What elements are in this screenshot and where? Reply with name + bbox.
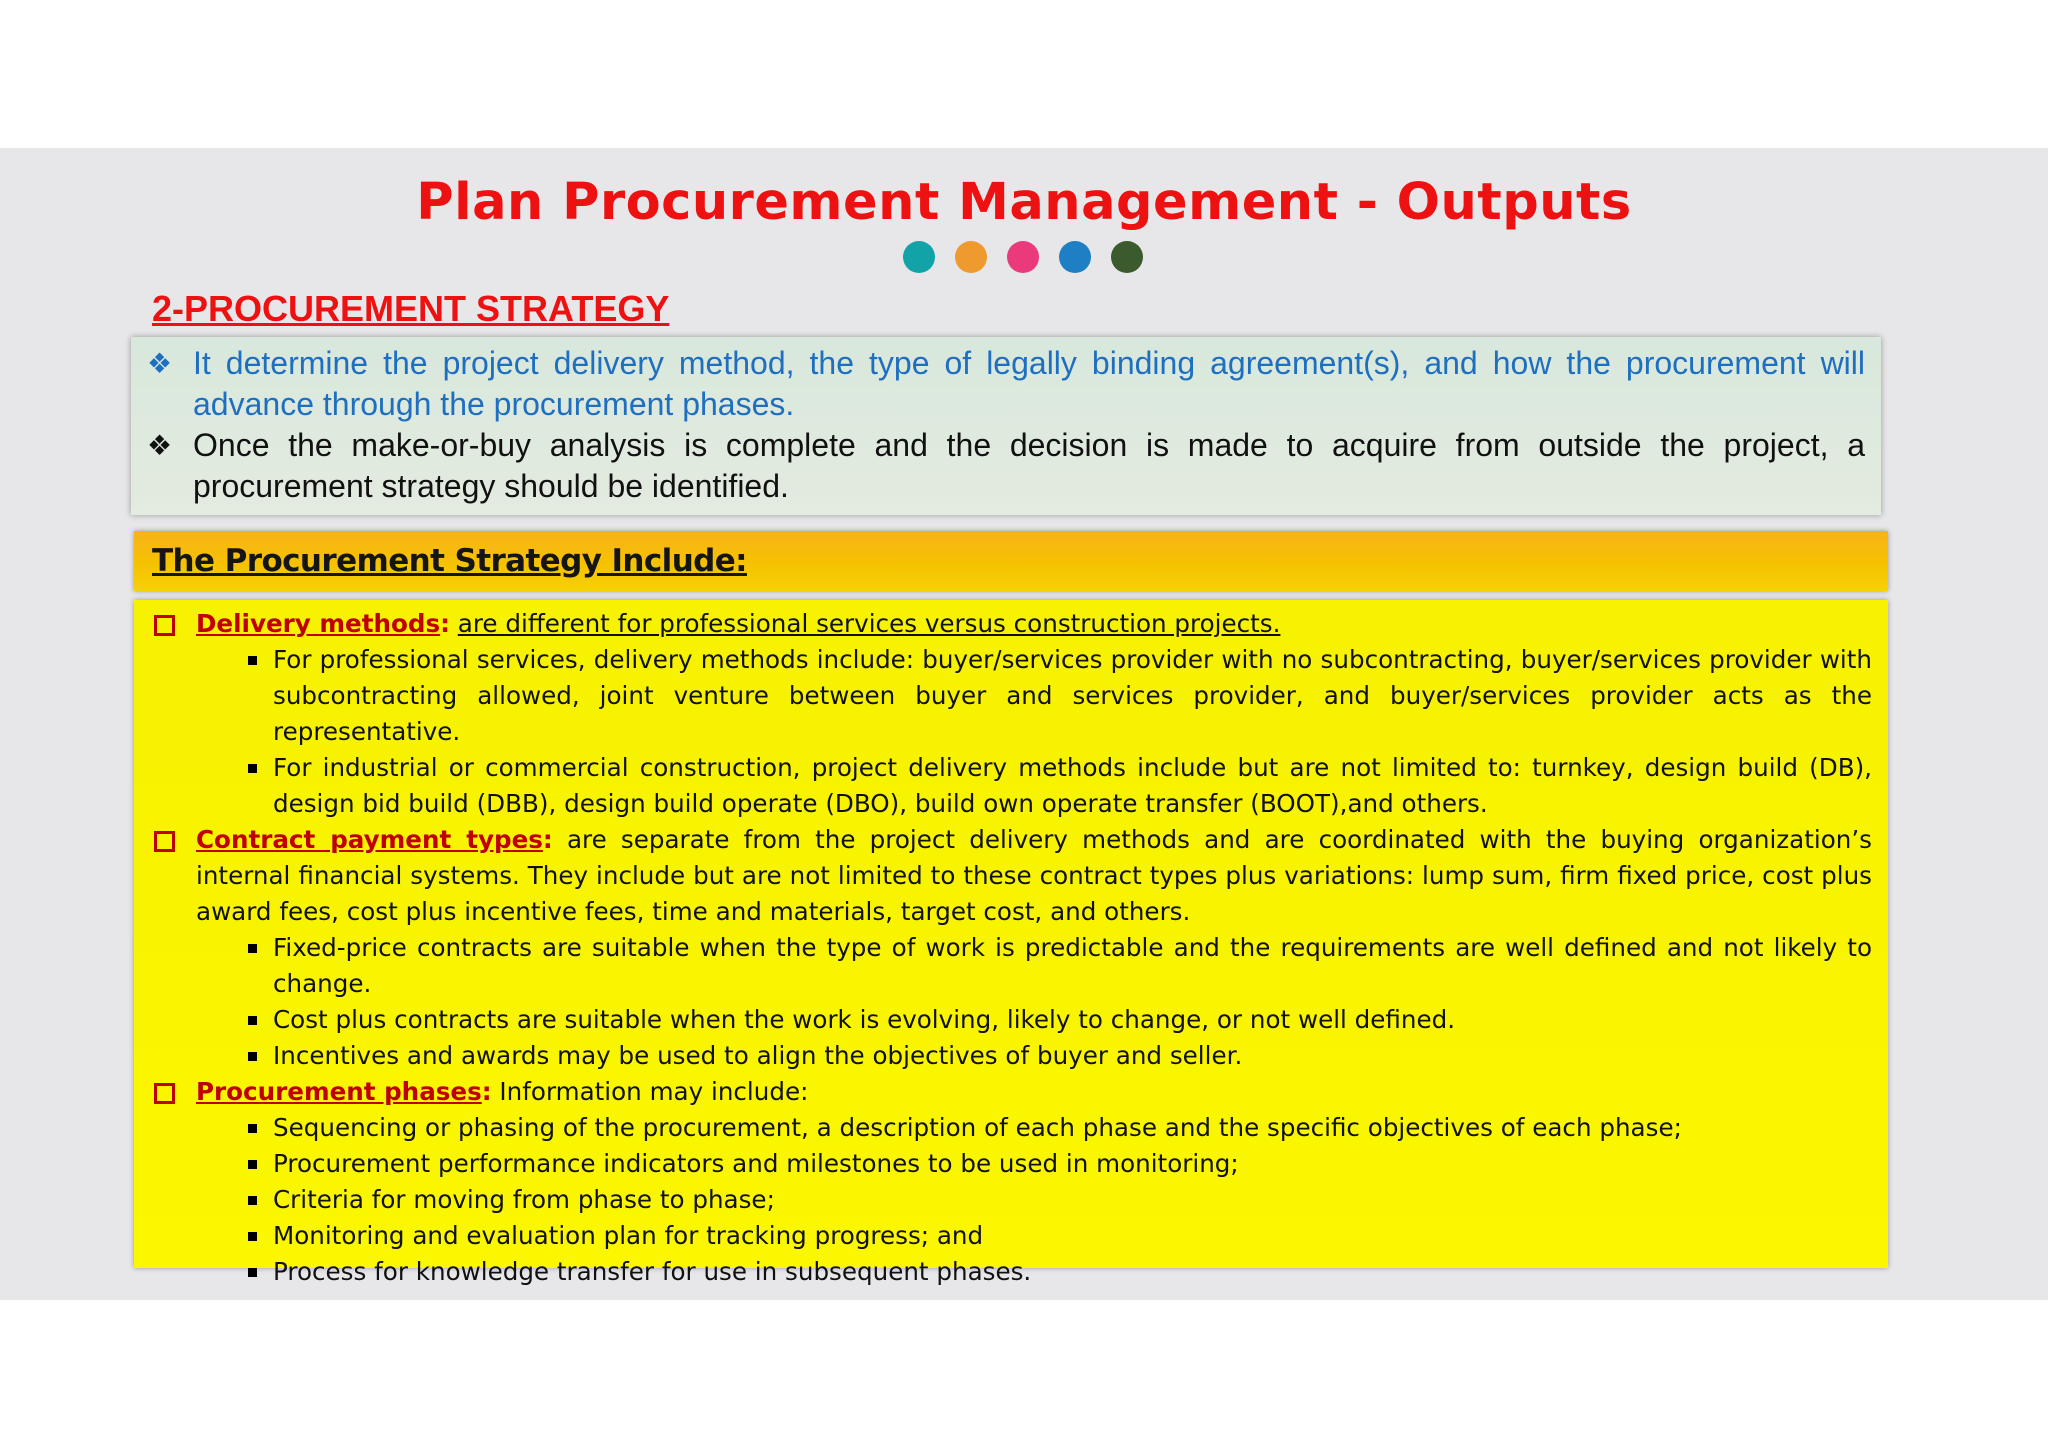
sub-item-text: Process for knowledge transfer for use in subsequent phases. <box>273 1257 1032 1286</box>
banner-title: The Procurement Strategy Include: <box>152 543 747 579</box>
intro-point-2-text: Once the make-or-buy analysis is complete and the decision is made to acquire from outside the project, a procurement strategy should be identified. <box>193 427 1865 504</box>
intro-box <box>131 337 1881 515</box>
contract-payment-types-desc: are separate from the project delivery methods and are coordinated with the buying organization’s internal financial systems. They include but are not limited to these contract types plus variations: lump sum, firm fixed price, cost plus award fees, cost plus incentive fees, time and materials, target cost, and others. <box>196 825 1872 926</box>
orange-dot-icon <box>955 241 987 273</box>
sub-item <box>150 930 1872 1002</box>
square-bullet-icon <box>248 764 257 773</box>
square-bullet-icon <box>248 1268 257 1277</box>
square-bullet-icon <box>248 1124 257 1133</box>
checkbox-bullet-icon <box>154 1083 175 1104</box>
term-colon: : <box>542 825 553 854</box>
square-bullet-icon <box>248 1160 257 1169</box>
diamond-bullet-icon: ❖ <box>147 348 173 379</box>
intro-point-1 <box>147 343 1865 425</box>
sub-item-text: Fixed-price contracts are suitable when the type of work is predictable and the requirements are well defined and not likely to change. <box>273 933 1872 998</box>
square-bullet-icon <box>248 656 257 665</box>
pink-dot-icon <box>1007 241 1039 273</box>
square-bullet-icon <box>248 1232 257 1241</box>
term-colon: : <box>481 1077 492 1106</box>
green-dot-icon <box>1111 241 1143 273</box>
procurement-phases-desc: Information may include: <box>491 1077 809 1106</box>
square-bullet-icon <box>248 1052 257 1061</box>
term-procurement-phases: Procurement phases <box>196 1077 482 1106</box>
slide-title: Plan Procurement Management - Outputs <box>416 173 1632 232</box>
sub-item <box>150 750 1872 822</box>
section-heading: 2-PROCUREMENT STRATEGY <box>152 288 670 329</box>
sub-item <box>150 1002 1872 1038</box>
sub-item <box>150 1110 1872 1146</box>
intro-point-2 <box>147 425 1865 507</box>
term-colon: : <box>440 609 450 638</box>
teal-dot-icon <box>903 241 935 273</box>
list-item-delivery-methods <box>150 606 1872 642</box>
sub-item-text: Sequencing or phasing of the procurement, a description of each phase and the specific objectives of each phase; <box>273 1113 1682 1142</box>
sub-item-text: Cost plus contracts are suitable when the work is evolving, likely to change, or not well defined. <box>273 1005 1456 1034</box>
checkbox-bullet-icon <box>154 615 175 636</box>
term-delivery-methods: Delivery methods <box>196 609 441 638</box>
sub-item <box>150 1254 1872 1290</box>
strategy-banner <box>134 531 1888 591</box>
square-bullet-icon <box>248 944 257 953</box>
sub-item-text: Criteria for moving from phase to phase; <box>273 1185 775 1214</box>
list-item-procurement-phases <box>150 1074 1872 1110</box>
sub-item <box>150 1146 1872 1182</box>
sub-item <box>150 1218 1872 1254</box>
delivery-methods-desc: are different for professional services versus construction projects. <box>457 609 1281 638</box>
sub-item-text: Incentives and awards may be used to align the objectives of buyer and seller. <box>273 1041 1243 1070</box>
sub-item <box>150 642 1872 750</box>
checkbox-bullet-icon <box>154 831 175 852</box>
term-contract-payment-types: Contract payment types <box>196 825 543 854</box>
sub-item-text: For industrial or commercial construction, project delivery methods include but are not limited to: turnkey, design build (DB), design bid build (DBB), design build operate (DBO), build own operate transfer (BOOT),and others. <box>273 753 1872 818</box>
strategy-content <box>134 600 1888 1286</box>
sub-item <box>150 1038 1872 1074</box>
square-bullet-icon <box>248 1196 257 1205</box>
intro-point-1-text: It determine the project delivery method, the type of legally binding agreement(s), and how the procurement will advance through the procurement phases. <box>193 345 1865 422</box>
blue-dot-icon <box>1059 241 1091 273</box>
sub-item-text: Procurement performance indicators and milestones to be used in monitoring; <box>273 1149 1239 1178</box>
square-bullet-icon <box>248 1016 257 1025</box>
sub-item <box>150 1182 1872 1218</box>
diamond-bullet-icon: ❖ <box>147 430 173 461</box>
decorative-dots <box>903 241 1163 273</box>
sub-item-text: Monitoring and evaluation plan for tracking progress; and <box>273 1221 984 1250</box>
list-item-contract-payment-types <box>150 822 1872 930</box>
sub-item-text: For professional services, delivery methods include: buyer/services provider with no subcontracting, buyer/services provider with subcontracting allowed, joint venture between buyer and services provider, and buyer/services provider acts as the representative. <box>273 645 1872 746</box>
